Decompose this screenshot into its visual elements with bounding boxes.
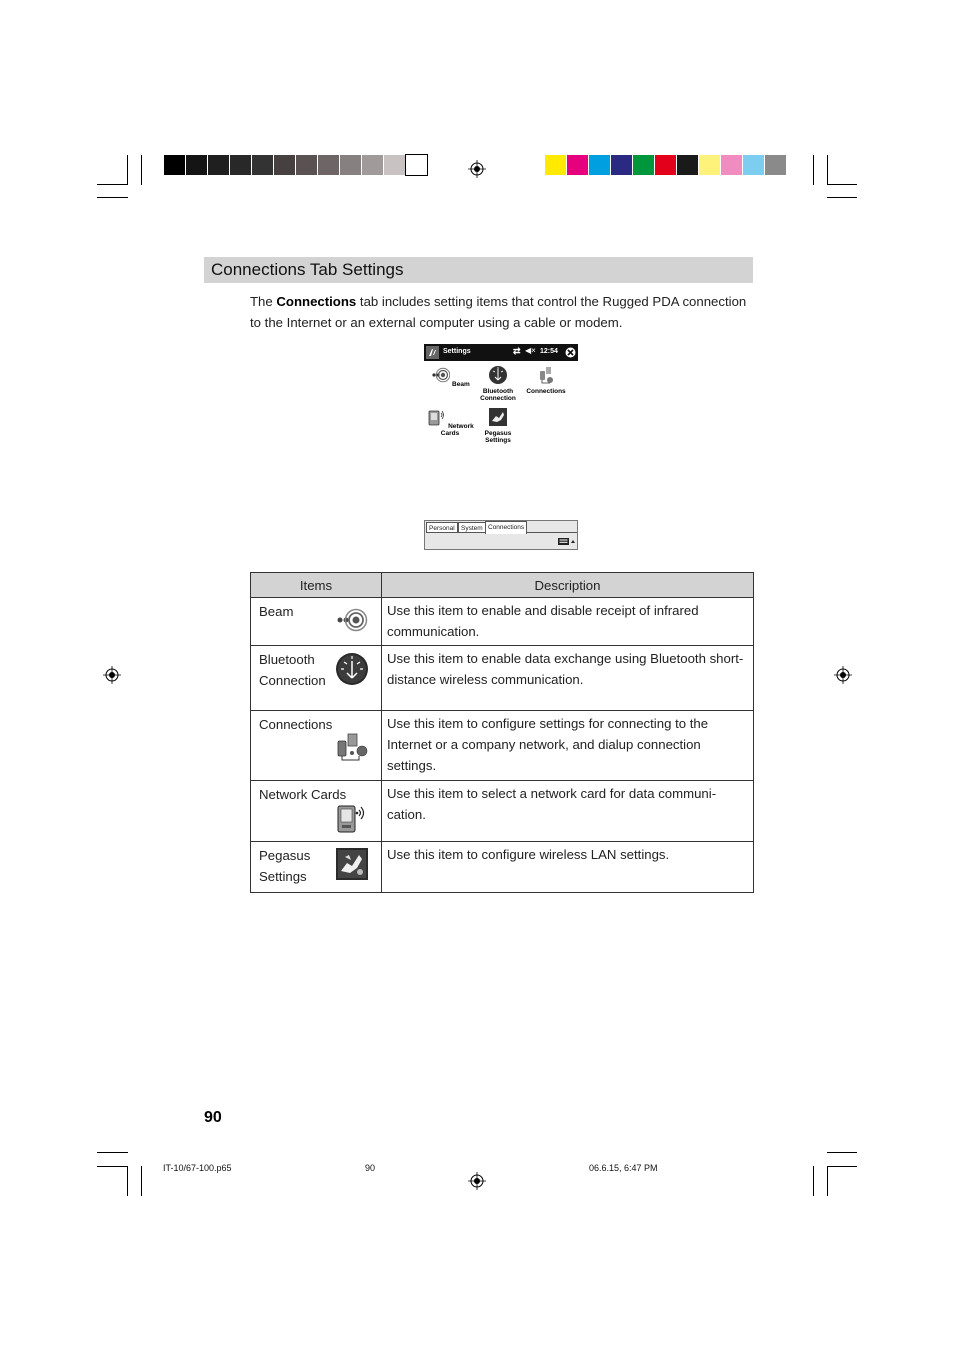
footer-page: 90: [365, 1163, 376, 1173]
gray-swatch: [164, 155, 185, 175]
beam-icon: [430, 365, 450, 385]
item-name: Pegasus Settings: [259, 848, 311, 884]
bluetooth-icon: [488, 365, 508, 385]
gray-swatch: [362, 155, 383, 175]
item-cell: [251, 842, 382, 893]
description-cell: Use this item to select a network card for data communi-cation.: [382, 781, 754, 842]
pda-item-bluetooth[interactable]: [474, 365, 522, 402]
pda-item-label: Beam: [452, 381, 470, 388]
pda-item-beam[interactable]: [426, 365, 474, 388]
bluetooth-icon: [335, 652, 369, 686]
color-swatch: [567, 155, 588, 175]
table-row: [251, 598, 754, 646]
intro-text: tab includes setting items that control the Rugged PDA connection to the Internet or an external computer using a cable or modem.: [250, 294, 747, 330]
item-cell: [251, 711, 382, 781]
gray-swatch: [186, 155, 207, 175]
color-swatch: [677, 155, 698, 175]
items-table: [250, 572, 754, 893]
network-cards-icon: [335, 800, 369, 834]
pda-title: Settings: [443, 348, 471, 355]
color-swatch: [765, 155, 786, 175]
pda-item-connections[interactable]: [522, 365, 570, 395]
color-swatch: [743, 155, 764, 175]
header-items: Items: [251, 573, 382, 598]
table-row: [251, 646, 754, 711]
color-swatch: [699, 155, 720, 175]
registration-mark-icon: [468, 160, 486, 178]
pda-settings-screenshot: [424, 344, 578, 450]
pda-clock: 12:54: [540, 348, 558, 355]
table-row: [251, 781, 754, 842]
header-description: Description: [382, 573, 754, 598]
close-icon[interactable]: [565, 347, 576, 358]
gray-swatch: [318, 155, 339, 175]
table-header-row: [251, 573, 754, 598]
item-name: Connections: [259, 717, 333, 732]
pda-title-bar: [424, 344, 578, 361]
description-cell: Use this item to configure wireless LAN settings.: [382, 842, 754, 893]
registration-mark-icon: [103, 666, 121, 684]
intro-bold-term: Connections: [276, 294, 357, 309]
color-swatch: [611, 155, 632, 175]
pda-item-label: Bluetooth Connection: [480, 388, 516, 402]
pda-item-network-cards[interactable]: [426, 407, 474, 437]
item-cell: [251, 781, 382, 842]
item-cell: [251, 646, 382, 711]
table-row: [251, 842, 754, 893]
color-swatch: [589, 155, 610, 175]
description-cell: Use this item to enable data exchange using Bluetooth short-distance wireless communication.: [382, 646, 754, 711]
gray-swatch: [296, 155, 317, 175]
tab-personal[interactable]: Personal: [426, 522, 458, 533]
item-name: Network Cards: [259, 787, 347, 802]
gray-swatch: [230, 155, 251, 175]
start-menu-icon[interactable]: [426, 346, 439, 359]
color-swatch: [655, 155, 676, 175]
gray-swatch: [252, 155, 273, 175]
gray-swatch: [406, 155, 427, 175]
description-cell: Use this item to configure settings for connecting to the Internet or a company network, and dialup connection settings.: [382, 711, 754, 781]
connectivity-icon: ⇄: [513, 346, 521, 356]
gray-swatch: [274, 155, 295, 175]
table-row: [251, 711, 754, 781]
speaker-icon[interactable]: ◀×: [525, 346, 536, 355]
description-cell: Use this item to enable and disable receipt of infrared communication.: [382, 598, 754, 646]
gray-swatch: [384, 155, 405, 175]
registration-mark-icon: [468, 1172, 486, 1190]
pda-tab-strip: [424, 520, 578, 550]
pda-item-pegasus[interactable]: [474, 407, 522, 444]
color-swatch: [633, 155, 654, 175]
keyboard-icon[interactable]: [558, 537, 576, 546]
section-title: Connections Tab Settings: [211, 260, 404, 279]
pda-item-label: Connections: [526, 388, 566, 395]
footer-file-name: IT-10/67-100.p65: [163, 1163, 232, 1173]
page-number: 90: [204, 1109, 222, 1126]
tab-connections[interactable]: Connections: [485, 521, 527, 534]
tab-system[interactable]: System: [458, 522, 486, 533]
intro-text: The: [250, 294, 277, 309]
pda-item-label: Pegasus Settings: [484, 430, 512, 444]
registration-mark-icon: [834, 666, 852, 684]
footer-timestamp: 06.6.15, 6:47 PM: [589, 1163, 658, 1173]
gray-swatch: [340, 155, 361, 175]
beam-icon: [335, 604, 369, 634]
pegasus-icon: [335, 847, 369, 881]
pda-item-label: Network Cards: [440, 423, 474, 437]
item-name: Bluetooth Connection: [259, 652, 326, 688]
tab-divider: [527, 532, 577, 533]
pegasus-icon: [488, 407, 508, 427]
item-name: Beam: [259, 604, 294, 619]
network-cards-icon: [426, 407, 446, 427]
connections-icon: [335, 731, 371, 763]
color-swatch: [721, 155, 742, 175]
gray-swatch: [208, 155, 229, 175]
section-heading-bar: [204, 257, 753, 283]
connections-icon: [536, 365, 556, 385]
color-swatch: [545, 155, 566, 175]
item-cell: [251, 598, 382, 646]
intro-paragraph: [250, 292, 750, 333]
